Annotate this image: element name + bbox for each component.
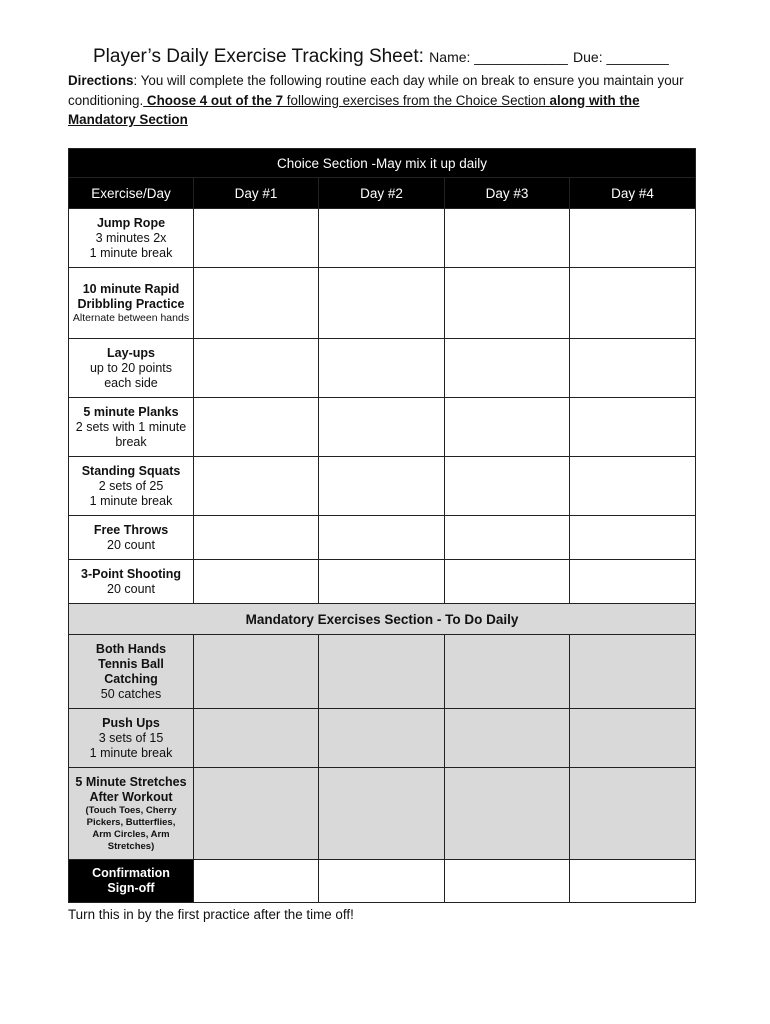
directions-text-1: : You will complete the following routine each day while on break to ensure you maintain your conditioning.: [68, 73, 684, 108]
exercise-detail: 20 count: [107, 537, 155, 552]
day-1-cell[interactable]: [194, 709, 319, 768]
day-4-cell[interactable]: [570, 768, 696, 860]
day-1-cell[interactable]: [194, 768, 319, 860]
day-2-cell[interactable]: [319, 268, 445, 339]
column-header-exercise: Exercise/Day: [69, 178, 194, 209]
day-1-cell[interactable]: [194, 560, 319, 604]
exercise-detail: each side: [104, 375, 158, 390]
column-header-day-3: Day #3: [445, 178, 570, 209]
signoff-day-4-cell[interactable]: [570, 860, 696, 903]
day-3-cell[interactable]: [445, 209, 570, 268]
directions-choose: Choose 4 out of the 7: [143, 92, 284, 108]
day-1-cell[interactable]: [194, 457, 319, 516]
exercise-name: Free Throws: [93, 522, 169, 537]
exercise-cell: [69, 457, 194, 516]
exercise-detail: 1 minute break: [89, 745, 173, 760]
exercise-detail: break: [115, 434, 147, 449]
day-4-cell[interactable]: [570, 635, 696, 709]
day-1-cell[interactable]: [194, 339, 319, 398]
exercise-cell: [69, 209, 194, 268]
table-row: [69, 268, 696, 339]
exercise-table: [68, 148, 696, 903]
exercise-detail: Alternate between hands: [72, 311, 190, 324]
exercise-detail: 20 count: [107, 581, 155, 596]
exercise-name: 10 minute Rapid Dribbling Practice: [77, 281, 185, 311]
day-4-cell[interactable]: [570, 560, 696, 604]
day-4-cell[interactable]: [570, 398, 696, 457]
table-row: [69, 635, 696, 709]
confirmation-label: Confirmation Sign-off: [69, 860, 194, 903]
mandatory-section-banner: Mandatory Exercises Section - To Do Daily: [69, 604, 696, 635]
table-row: [69, 516, 696, 560]
day-3-cell[interactable]: [445, 709, 570, 768]
exercise-cell: [69, 339, 194, 398]
day-3-cell[interactable]: [445, 339, 570, 398]
day-4-cell[interactable]: [570, 457, 696, 516]
day-1-cell[interactable]: [194, 398, 319, 457]
directions: [68, 71, 708, 130]
exercise-detail: 50 catches: [100, 686, 162, 701]
day-3-cell[interactable]: [445, 768, 570, 860]
table-row: [69, 457, 696, 516]
table-row: [69, 398, 696, 457]
exercise-detail: 2 sets of 25: [98, 478, 164, 493]
signoff-day-3-cell[interactable]: [445, 860, 570, 903]
column-header-day-1: Day #1: [194, 178, 319, 209]
day-3-cell[interactable]: [445, 398, 570, 457]
exercise-cell: [69, 709, 194, 768]
exercise-name: Jump Rope: [96, 215, 166, 230]
day-2-cell[interactable]: [319, 768, 445, 860]
exercise-detail: up to 20 points: [89, 360, 172, 375]
day-4-cell[interactable]: [570, 516, 696, 560]
exercise-detail: 1 minute break: [89, 493, 173, 508]
exercise-detail: 2 sets with 1 minute: [75, 419, 187, 434]
exercise-name: Lay-ups: [107, 345, 155, 360]
signoff-day-1-cell[interactable]: [194, 860, 319, 903]
table-row: [69, 560, 696, 604]
exercise-detail: 3 sets of 15: [98, 730, 164, 745]
day-2-cell[interactable]: [319, 398, 445, 457]
exercise-name: 5 minute Planks: [83, 404, 179, 419]
header: [93, 46, 669, 68]
table-row: [69, 860, 696, 903]
directions-mandatory: along with the Mandatory Section: [68, 92, 640, 127]
day-4-cell[interactable]: [570, 209, 696, 268]
day-3-cell[interactable]: [445, 457, 570, 516]
table-row: [69, 339, 696, 398]
table-row: [69, 209, 696, 268]
day-3-cell[interactable]: [445, 560, 570, 604]
day-1-cell[interactable]: [194, 268, 319, 339]
day-2-cell[interactable]: [319, 339, 445, 398]
exercise-name: 5 Minute Stretches After Workout: [75, 774, 187, 804]
column-header-day-4: Day #4: [570, 178, 696, 209]
footer-note: Turn this in by the first practice after the time off!: [68, 907, 354, 922]
directions-label: Directions: [68, 73, 134, 88]
exercise-cell: [69, 516, 194, 560]
day-3-cell[interactable]: [445, 516, 570, 560]
day-2-cell[interactable]: [319, 457, 445, 516]
day-2-cell[interactable]: [319, 635, 445, 709]
day-3-cell[interactable]: [445, 268, 570, 339]
exercise-detail: 3 minutes 2x: [95, 230, 167, 245]
day-4-cell[interactable]: [570, 709, 696, 768]
directions-text-2: following exercises from the Choice Section: [283, 92, 546, 108]
table-row: [69, 709, 696, 768]
day-3-cell[interactable]: [445, 635, 570, 709]
exercise-name: 3-Point Shooting: [81, 566, 181, 581]
exercise-cell: [69, 398, 194, 457]
exercise-name: Standing Squats: [81, 463, 181, 478]
exercise-cell: [69, 560, 194, 604]
day-4-cell[interactable]: [570, 268, 696, 339]
due-field[interactable]: Due: ________: [573, 49, 669, 65]
day-2-cell[interactable]: [319, 709, 445, 768]
signoff-day-2-cell[interactable]: [319, 860, 445, 903]
exercise-detail: 1 minute break: [89, 245, 173, 260]
day-1-cell[interactable]: [194, 635, 319, 709]
day-4-cell[interactable]: [570, 339, 696, 398]
choice-section-banner: Choice Section -May mix it up daily: [69, 149, 696, 178]
day-2-cell[interactable]: [319, 560, 445, 604]
table-row: [69, 768, 696, 860]
column-header-day-2: Day #2: [319, 178, 445, 209]
exercise-cell: [69, 268, 194, 339]
exercise-cell: [69, 635, 194, 709]
exercise-cell: [69, 768, 194, 860]
exercise-detail: (Touch Toes, Cherry Pickers, Butterflies, Arm Circles, Arm Stretches): [85, 804, 177, 852]
day-1-cell[interactable]: [194, 209, 319, 268]
exercise-name: Both Hands Tennis Ball Catching: [95, 641, 167, 686]
day-1-cell[interactable]: [194, 516, 319, 560]
day-2-cell[interactable]: [319, 516, 445, 560]
day-2-cell[interactable]: [319, 209, 445, 268]
exercise-name: Push Ups: [102, 715, 160, 730]
page-title: Player’s Daily Exercise Tracking Sheet:: [93, 46, 424, 67]
name-field[interactable]: Name: ____________: [429, 49, 568, 65]
